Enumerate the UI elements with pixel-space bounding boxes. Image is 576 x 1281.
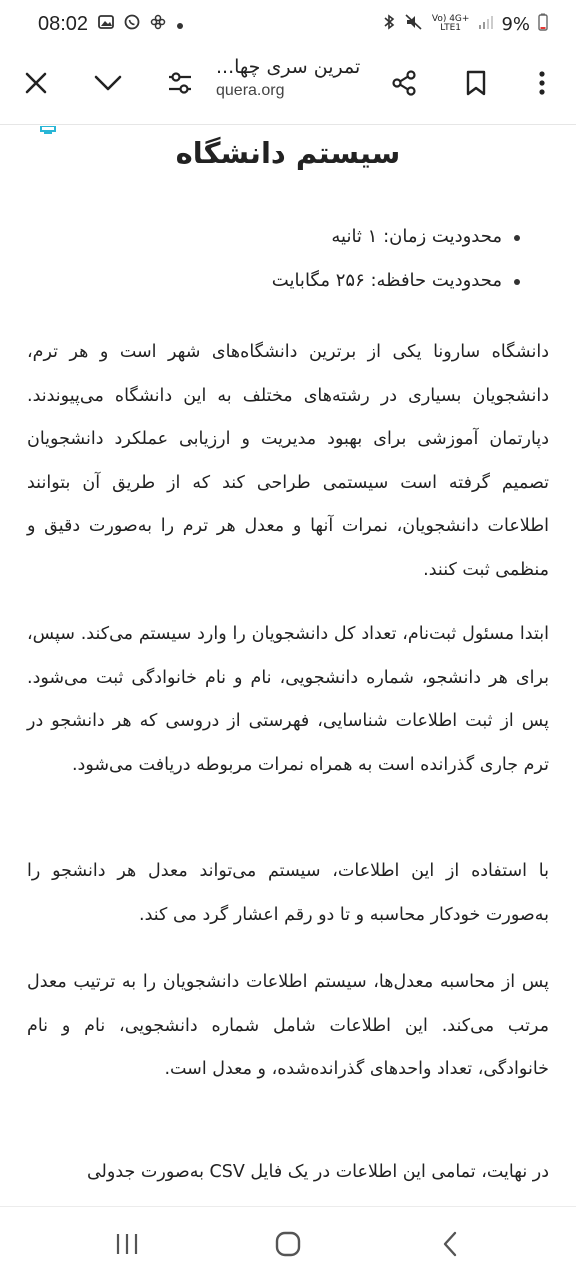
browser-toolbar — [0, 48, 576, 118]
mute-icon — [404, 13, 424, 35]
pinwheel-icon — [150, 14, 166, 34]
print-icon[interactable] — [40, 126, 56, 134]
site-settings-button[interactable] — [158, 61, 202, 105]
tune-icon — [167, 71, 193, 95]
status-right — [382, 13, 548, 35]
share-icon — [390, 69, 418, 97]
home-icon — [274, 1230, 302, 1258]
close-button[interactable] — [14, 61, 58, 105]
share-button[interactable] — [382, 61, 426, 105]
more-vert-icon — [538, 70, 546, 96]
more-options-button[interactable] — [520, 61, 564, 105]
chevron-down-icon — [94, 74, 122, 92]
bookmark-button[interactable] — [454, 61, 498, 105]
close-icon — [24, 71, 48, 95]
paragraph-average: با استفاده از این اطلاعات، سیستم می‌تواند معدل هر دانشجو را به‌صورت خودکار محاسبه و تا دو رقم اعشار گرد می کند. — [27, 861, 549, 925]
battery-icon — [538, 13, 548, 35]
toolbar-divider — [0, 124, 576, 125]
recent-apps-button[interactable] — [109, 1229, 145, 1259]
paragraph-sorting: پس از محاسبه معدل‌ها، سیستم اطلاعات دانشجویان را به ترتیب معدل مرتب می‌کند. این اطلاعات شامل شماره دانشجویی، نام و نام خانوادگی، تعداد واحدهای گذرانده‌شده، و معدل است. — [27, 972, 549, 1079]
bookmark-icon — [465, 70, 487, 96]
page-tab-title: تمرین سری چها... — [216, 56, 361, 78]
collapse-button[interactable] — [86, 61, 130, 105]
network-top: Vo) 4G+ — [431, 14, 470, 24]
limits-list — [272, 226, 502, 314]
network-bottom: LTE1 — [440, 23, 461, 33]
network-indicator — [432, 15, 470, 33]
paragraph-registration: ابتدا مسئول ثبت‌نام، تعداد کل دانشجویان را وارد سیستم می‌کند. سپس، برای هر دانشجو، شماره دانشجویی، نام و نام خانوادگی ثبت می‌شود. پس از ثبت اطلاعات شناسایی، فهرستی از دروسی که هر دانشجو در ترم جاری گذرانده است به همراه نمرات مربوطه دریافت می‌شود. — [27, 624, 549, 775]
paragraph-output: در نهایت، تمامی این اطلاعات در یک فایل CSV به‌صورت جدولی — [86, 1162, 549, 1182]
title-area[interactable] — [216, 56, 376, 112]
back-button[interactable] — [432, 1229, 468, 1259]
status-time: 08:02 — [38, 12, 89, 35]
time-limit: محدودیت زمان: ۱ ثانیه — [272, 226, 502, 248]
memory-limit: محدودیت حافظه: ۲۵۶ مگابایت — [271, 270, 502, 291]
page-url: quera.org — [216, 82, 285, 99]
signal-icon — [477, 14, 493, 34]
battery-text: 9% — [501, 13, 530, 35]
recent-apps-icon — [114, 1232, 140, 1256]
whatsapp-icon — [124, 14, 140, 34]
status-left — [38, 13, 184, 36]
system-nav-bar — [0, 1206, 576, 1281]
dot-icon — [176, 15, 184, 34]
back-chevron-icon — [441, 1231, 459, 1257]
home-button[interactable] — [270, 1229, 306, 1259]
paragraph-intro: دانشگاه سارونا یکی از برترین دانشگاه‌های شهر است و هر ترم، دانشجویان بسیاری در رشته‌های مختلف به این دانشگاه می‌پیوندند. دپارتمان آموزشی برای بهبود مدیریت و ارزیابی عملکرد دانشجویان تصمیم گرفته است سیستمی طراحی کند که از طریق آن بتوانند اطلاعات دانشجویان، نمرات آنها و معدل هر ترم را به‌صورت دقیق و منظمی ثبت کنند. — [27, 342, 549, 580]
bluetooth-icon — [382, 13, 396, 35]
page-title: سیستم دانشگاه — [175, 136, 401, 170]
status-bar — [0, 0, 576, 48]
gallery-icon — [98, 14, 114, 34]
page-content — [0, 126, 576, 1206]
